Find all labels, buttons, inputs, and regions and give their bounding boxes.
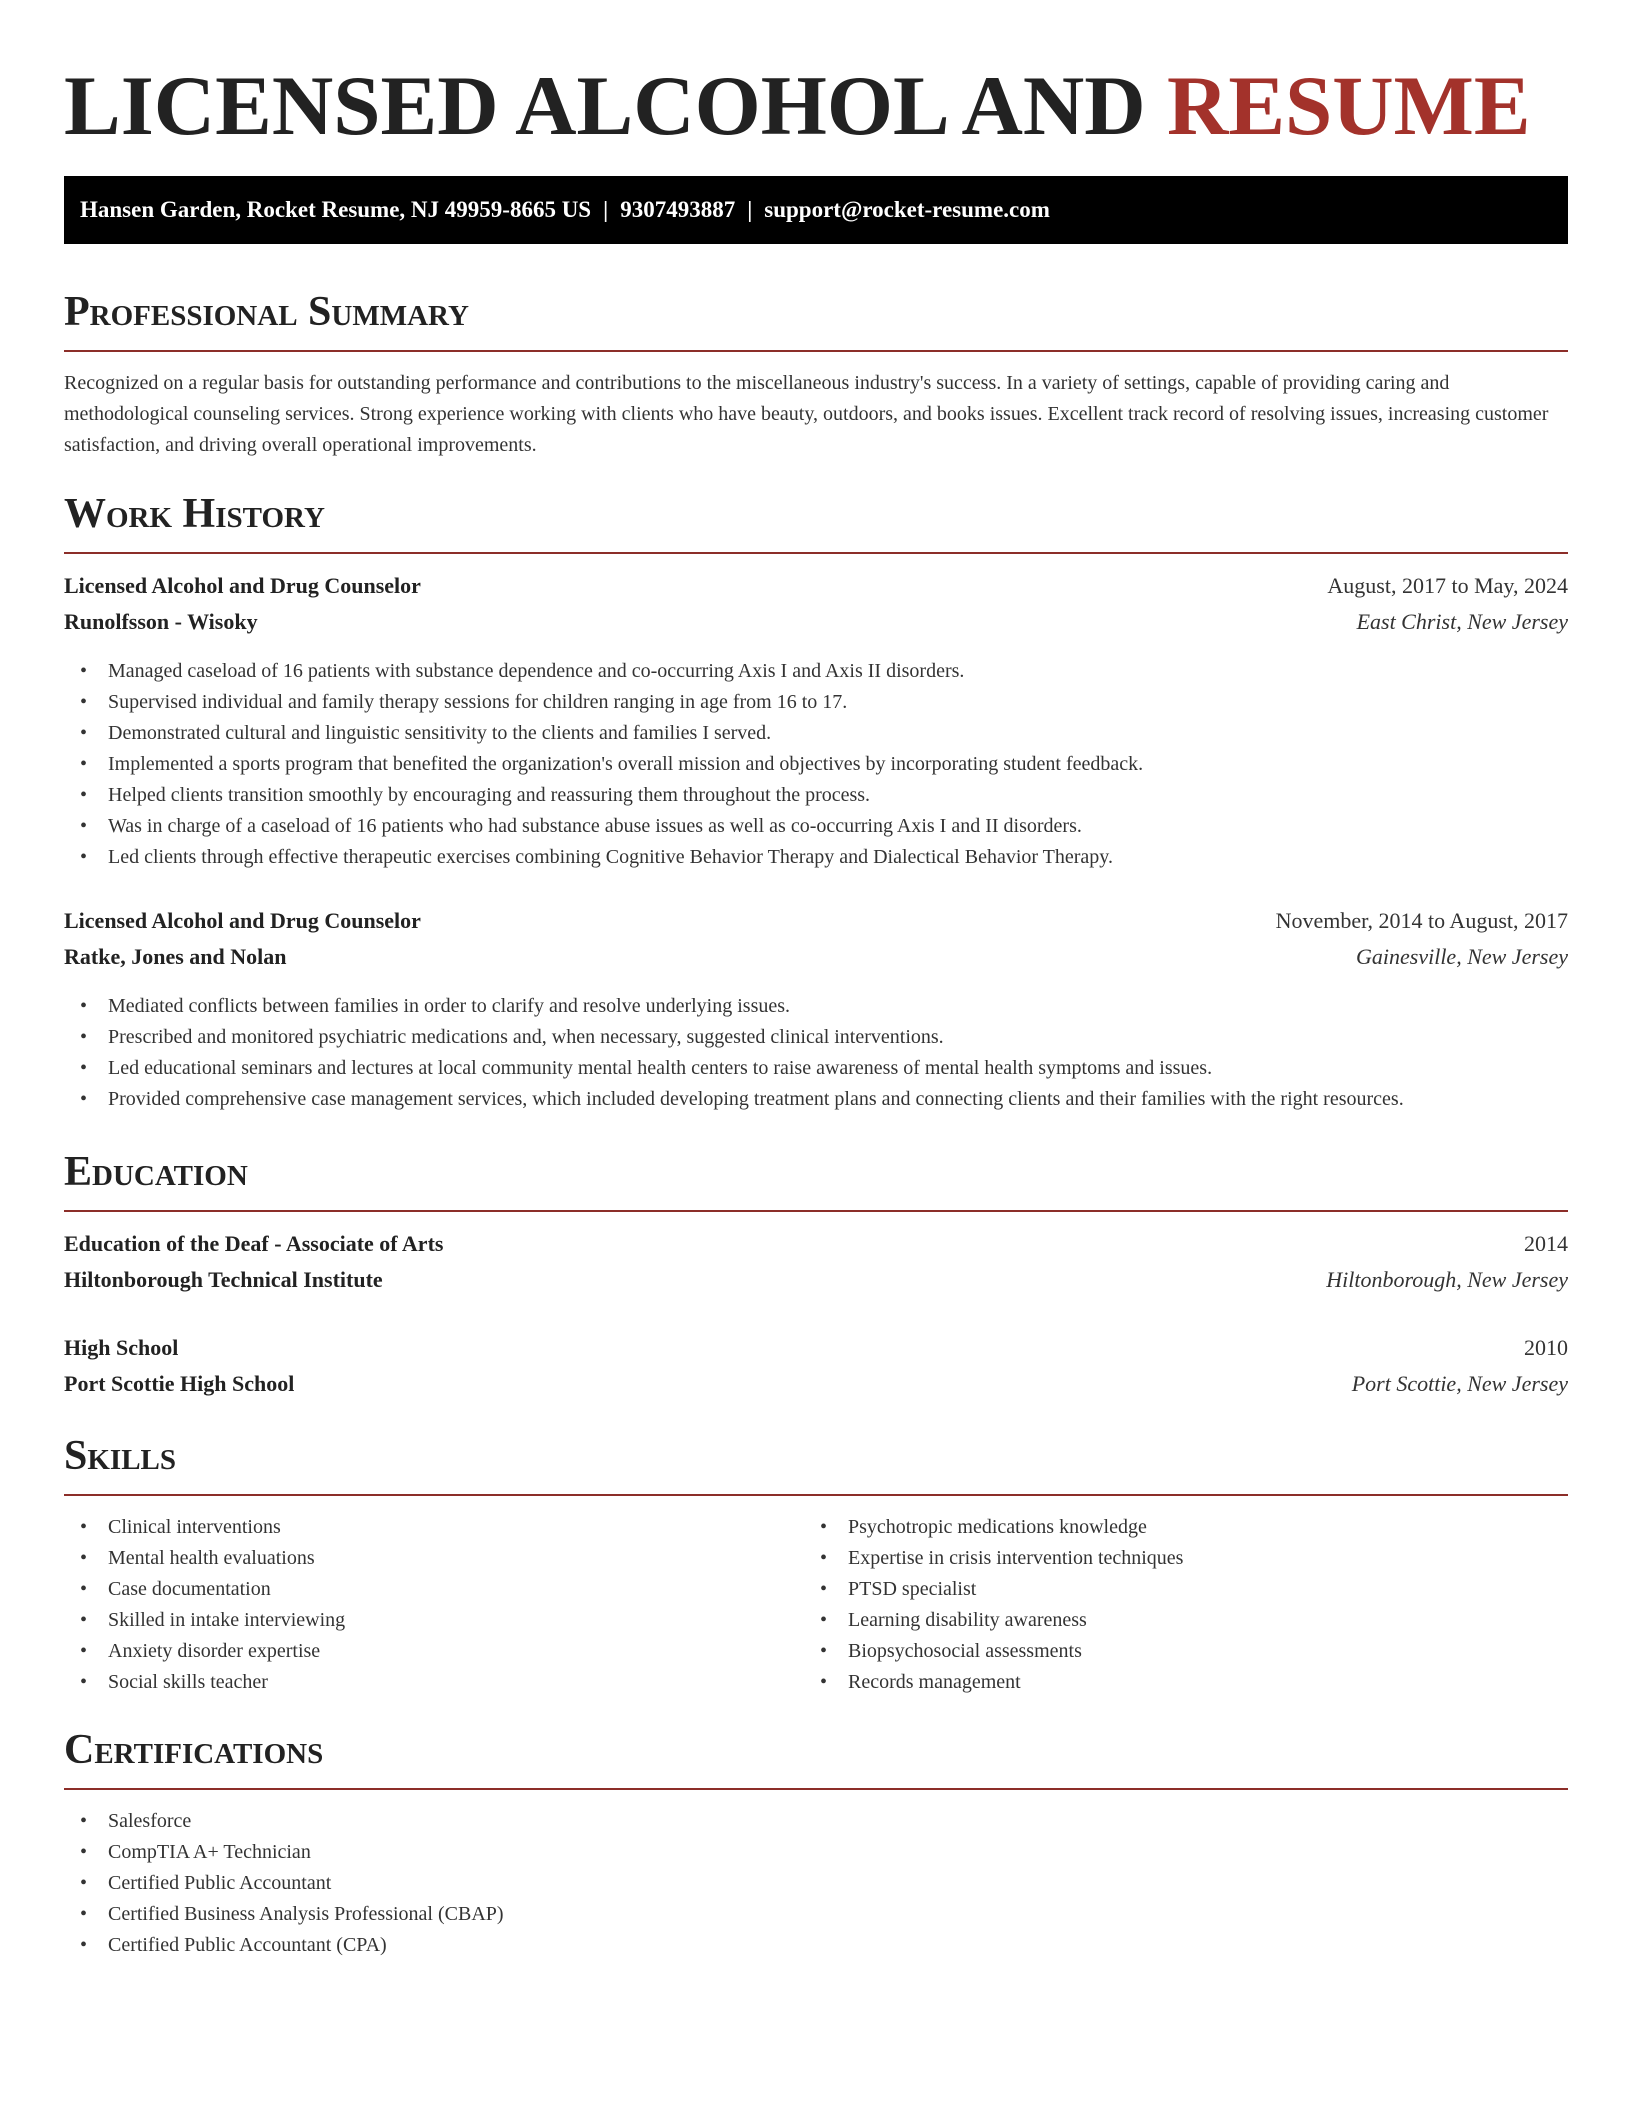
- education-entry: [64, 1330, 1568, 1402]
- summary-heading: Professional Summary: [64, 289, 469, 335]
- list-item: • PTSD specialist: [804, 1574, 1183, 1605]
- job-dates: November, 2014 to August, 2017: [1275, 908, 1568, 933]
- list-item: • Prescribed and monitored psychiatric medications and, when necessary, suggested clinical interventions.: [64, 1022, 1568, 1053]
- job-entry: [64, 568, 1568, 873]
- list-item: • Certified Public Accountant (CPA): [64, 1930, 504, 1961]
- list-item: • Certified Public Accountant: [64, 1868, 504, 1899]
- job-bullets: [64, 991, 1568, 1115]
- list-item: • Helped clients transition smoothly by encouraging and reassuring them throughout the process.: [64, 780, 1568, 811]
- education-school-row: [64, 1366, 1568, 1402]
- certifications-section: [64, 1726, 1568, 1956]
- education-school-row: [64, 1262, 1568, 1298]
- summary-text: Recognized on a regular basis for outstanding performance and contributions to the miscellaneous industry's success. In a variety of settings, capable of providing caring and methodological counseling services. Strong experience working with clients who have beauty, outdoors, and books issues. Excellent track record of resolving issues, increasing customer satisfaction, and driving overall operational improvements.: [64, 372, 1549, 456]
- list-item: • CompTIA A+ Technician: [64, 1837, 504, 1868]
- list-item: • Mediated conflicts between families in order to clarify and resolve underlying issues.: [64, 991, 1568, 1022]
- resume-title: [64, 58, 1568, 154]
- education-degree: High School: [64, 1335, 179, 1360]
- section-divider: [64, 1788, 1568, 1790]
- list-item: • Clinical interventions: [64, 1512, 345, 1543]
- list-item: • Led clients through effective therapeutic exercises combining Cognitive Behavior Therapy and Dialectical Behavior Therapy.: [64, 842, 1568, 873]
- list-item: • Social skills teacher: [64, 1667, 345, 1698]
- certifications-list: [64, 1806, 504, 1961]
- job-company: Ratke, Jones and Nolan: [64, 944, 287, 969]
- contact-email: support@rocket-resume.com: [764, 197, 1050, 222]
- contact-phone: 9307493887: [620, 197, 736, 222]
- job-company-row: [64, 939, 1568, 975]
- skills-list: [64, 1512, 1568, 1702]
- contact-separator: |: [603, 197, 609, 222]
- list-item: • Implemented a sports program that benefited the organization's overall mission and objectives by incorporating student feedback.: [64, 749, 1568, 780]
- list-item: • Managed caseload of 16 patients with substance dependence and co-occurring Axis I and Axis II disorders.: [64, 656, 1568, 687]
- education-year: 2010: [1524, 1335, 1568, 1360]
- list-item: • Was in charge of a caseload of 16 patients who had substance abuse issues as well as co-occurring Axis I and II disorders.: [64, 811, 1568, 842]
- list-item: • Learning disability awareness: [804, 1605, 1183, 1636]
- list-item: • Provided comprehensive case management services, which included developing treatment plans and connecting clients and their families with the right resources.: [64, 1084, 1568, 1115]
- education-location: Port Scottie, New Jersey: [1351, 1371, 1568, 1396]
- skills-column-right: [804, 1512, 1183, 1698]
- contact-bar: [64, 176, 1568, 244]
- summary-section: [64, 288, 1568, 456]
- title-accent: RESUME: [1166, 59, 1531, 153]
- education-degree-row: [64, 1330, 1568, 1366]
- contact-separator: |: [747, 197, 753, 222]
- list-item: • Records management: [804, 1667, 1183, 1698]
- job-company-row: [64, 604, 1568, 640]
- work-section: [64, 490, 1568, 1110]
- job-location: East Christ, New Jersey: [1356, 609, 1568, 634]
- skills-heading: Skills: [64, 1433, 177, 1479]
- section-divider: [64, 350, 1568, 352]
- job-entry: [64, 903, 1568, 1115]
- list-item: • Mental health evaluations: [64, 1543, 345, 1574]
- list-item: • Expertise in crisis intervention techniques: [804, 1543, 1183, 1574]
- list-item: • Psychotropic medications knowledge: [804, 1512, 1183, 1543]
- skills-column-left: [64, 1512, 345, 1698]
- education-year: 2014: [1524, 1231, 1568, 1256]
- job-title: Licensed Alcohol and Drug Counselor: [64, 573, 421, 598]
- certifications-heading: Certifications: [64, 1727, 324, 1773]
- list-item: • Led educational seminars and lectures at local community mental health centers to raise awareness of mental health symptoms and issues.: [64, 1053, 1568, 1084]
- list-item: • Case documentation: [64, 1574, 345, 1605]
- job-title: Licensed Alcohol and Drug Counselor: [64, 908, 421, 933]
- list-item: • Salesforce: [64, 1806, 504, 1837]
- list-item: • Biopsychosocial assessments: [804, 1636, 1183, 1667]
- section-divider: [64, 552, 1568, 554]
- work-heading: Work History: [64, 491, 325, 537]
- education-school: Port Scottie High School: [64, 1371, 295, 1396]
- education-section: [64, 1148, 1568, 1396]
- education-degree: Education of the Deaf - Associate of Arts: [64, 1231, 444, 1256]
- education-school: Hiltonborough Technical Institute: [64, 1267, 383, 1292]
- list-item: • Demonstrated cultural and linguistic sensitivity to the clients and families I served.: [64, 718, 1568, 749]
- job-location: Gainesville, New Jersey: [1356, 944, 1568, 969]
- contact-address: Hansen Garden, Rocket Resume, NJ 49959-8665 US: [80, 197, 592, 222]
- list-item: • Skilled in intake interviewing: [64, 1605, 345, 1636]
- title-main: LICENSED ALCOHOL AND: [64, 59, 1146, 153]
- list-item: • Supervised individual and family therapy sessions for children ranging in age from 16 to 17.: [64, 687, 1568, 718]
- job-header-row: [64, 903, 1568, 939]
- job-dates: August, 2017 to May, 2024: [1327, 573, 1568, 598]
- section-divider: [64, 1210, 1568, 1212]
- education-degree-row: [64, 1226, 1568, 1262]
- education-location: Hiltonborough, New Jersey: [1326, 1267, 1568, 1292]
- job-bullets: [64, 656, 1568, 873]
- job-company: Runolfsson - Wisoky: [64, 609, 258, 634]
- list-item: • Anxiety disorder expertise: [64, 1636, 345, 1667]
- skills-section: [64, 1432, 1568, 1693]
- education-entry: [64, 1226, 1568, 1298]
- resume-page: [64, 0, 1568, 1956]
- section-divider: [64, 1494, 1568, 1496]
- education-heading: Education: [64, 1149, 248, 1195]
- job-header-row: [64, 568, 1568, 604]
- list-item: • Certified Business Analysis Professional (CBAP): [64, 1899, 504, 1930]
